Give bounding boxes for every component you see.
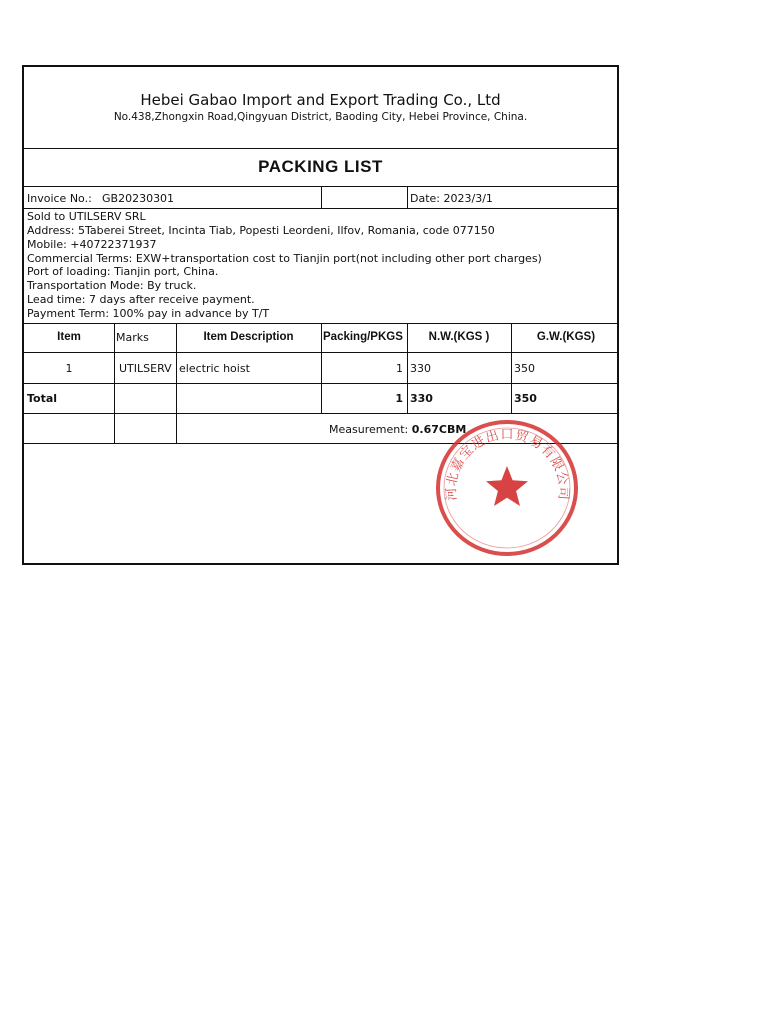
header-gross-weight: G.W.(KGS) (536, 331, 596, 343)
seal-text: 河北嘉宝进出口贸易有限公司 (444, 427, 571, 502)
header-packing: Packing/PKGS (323, 331, 403, 343)
lead-time: Lead time: 7 days after receive payment. (27, 293, 255, 306)
port-of-loading: Port of loading: Tianjin port, China. (27, 265, 219, 278)
invoice-label: Invoice No.: (27, 192, 92, 205)
header-net-weight: N.W.(KGS ) (428, 331, 490, 343)
measurement-label: Measurement: (329, 423, 409, 436)
header-description: Item Description (203, 331, 294, 343)
payment-term: Payment Term: 100% pay in advance by T/T (27, 307, 270, 320)
divider (114, 323, 115, 443)
cell-description: electric hoist (179, 362, 250, 375)
star-icon (486, 466, 528, 506)
sold-to: Sold to UTILSERV SRL (27, 210, 146, 223)
total-packing: 1 (395, 392, 403, 405)
divider (24, 148, 617, 149)
divider (24, 413, 617, 414)
transportation-mode: Transportation Mode: By truck. (27, 279, 197, 292)
total-label: Total (27, 392, 58, 405)
header-marks: Marks (116, 331, 149, 344)
divider (321, 186, 322, 208)
company-address: No.438,Zhongxin Road,Qingyuan District, Baoding City, Hebei Province, China. (113, 111, 528, 123)
buyer-mobile: Mobile: +40722371937 (27, 238, 157, 251)
divider (24, 208, 617, 209)
commercial-terms: Commercial Terms: EXW+transportation cost to Tianjin port(not including other port charges) (27, 252, 542, 265)
total-net-weight: 330 (410, 392, 433, 405)
divider (407, 186, 408, 208)
cell-gross-weight: 350 (514, 362, 535, 375)
cell-marks: UTILSERV (119, 362, 172, 375)
total-gross-weight: 350 (514, 392, 537, 405)
cell-item: 1 (65, 362, 73, 375)
invoice-number: GB20230301 (102, 192, 175, 205)
company-seal (435, 418, 580, 558)
cell-net-weight: 330 (410, 362, 431, 375)
header-item: Item (57, 331, 81, 343)
company-name: Hebei Gabao Import and Export Trading Co., Ltd (140, 91, 501, 109)
buyer-address: Address: 5Taberei Street, Incinta Tiab, Popesti Leordeni, Ilfov, Romania, code 077150 (27, 224, 495, 237)
invoice-date: Date: 2023/3/1 (410, 192, 493, 205)
measurement-value: 0.67CBM (411, 423, 467, 436)
cell-packing: 1 (396, 362, 403, 375)
document-title: PACKING LIST (258, 157, 383, 176)
